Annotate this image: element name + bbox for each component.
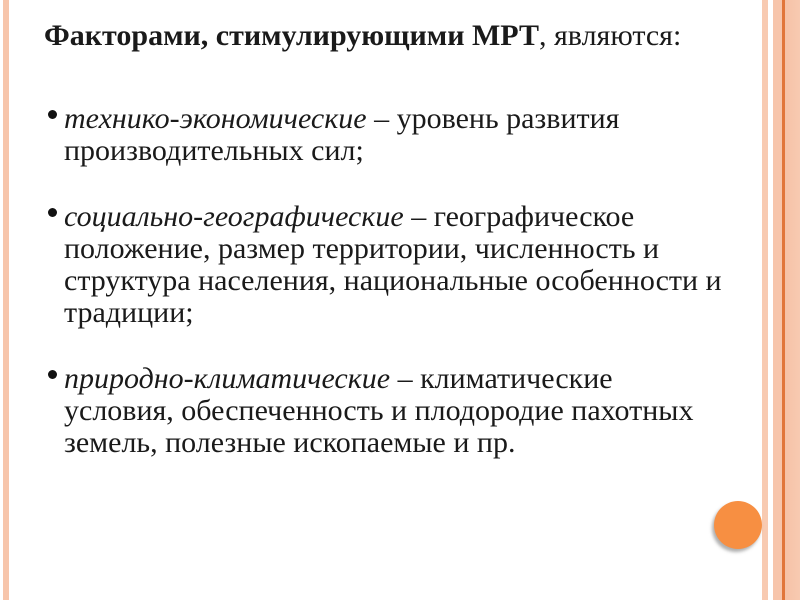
bullet-text: – географическое xyxy=(403,200,635,233)
bullet-item-socio-geographic xyxy=(44,201,744,329)
bullet-line xyxy=(64,363,744,395)
bullet-item-natural-climatic xyxy=(44,363,744,459)
bullet-term: технико-экономические xyxy=(64,102,367,135)
bullet-text: – климатические xyxy=(390,362,613,395)
right-edge-thin-stripe-decor xyxy=(762,0,768,600)
right-edge-stripe-band-decor xyxy=(773,0,800,600)
bullet-term: социально-географические xyxy=(64,200,404,233)
bullet-line: производительных сил; xyxy=(64,134,364,167)
slide-content xyxy=(44,18,744,493)
bullet-line: традиции; xyxy=(64,296,194,329)
bullet-dot-icon xyxy=(48,370,57,379)
orange-circle-decor xyxy=(714,501,762,549)
bullet-item-tech-economic xyxy=(44,103,744,167)
bullet-dot-icon xyxy=(48,208,57,217)
bullet-text: – уровень развития xyxy=(366,102,620,135)
bullet-term: природно-климатические xyxy=(64,362,391,395)
bullet-list xyxy=(44,103,744,459)
slide-title-bold-part: Факторами, стимулирующими МРТ xyxy=(44,19,539,52)
bullet-line xyxy=(64,103,744,135)
bullet-line: условия, обеспеченность и плодородие пахотных xyxy=(64,394,694,427)
slide-title-regular-part: , являются: xyxy=(539,19,682,52)
bullet-dot-icon xyxy=(48,110,57,119)
bullet-line xyxy=(64,201,744,233)
slide-title xyxy=(44,18,744,54)
left-edge-stripe-decor xyxy=(3,0,9,600)
bullet-line: положение, размер территории, численность и xyxy=(64,232,660,265)
bullet-line: земель, полезные ископаемые и пр. xyxy=(64,426,516,459)
bullet-line: структура населения, национальные особенности и xyxy=(64,264,722,297)
